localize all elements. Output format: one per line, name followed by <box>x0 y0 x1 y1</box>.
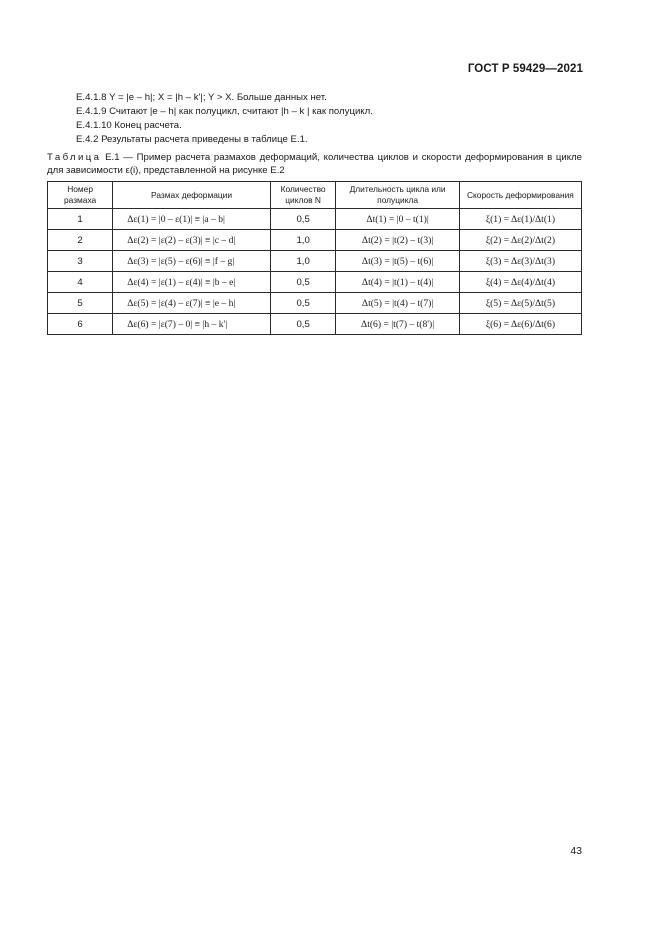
cell-cycle-duration: Δt(4) = |t(1) – t(4)| <box>336 272 460 293</box>
table-caption-label: Таблица <box>47 152 102 163</box>
table-caption-text: Е.1 — Пример расчета размахов деформаций, количества циклов и скорости деформирования в цикле для зависимости ε(i), представленной на рисунке Е.2 <box>47 152 583 176</box>
cell-strain-rate: ξ(5) = Δε(5)/Δt(5) <box>459 293 581 314</box>
cell-cycle-duration: Δt(2) = |t(2) – t(3)| <box>336 230 460 251</box>
header-strain-rate: Скорость деформирования <box>459 182 581 209</box>
cell-strain-rate: ξ(3) = Δε(3)/Δt(3) <box>459 251 581 272</box>
document-id: ГОСТ Р 59429—2021 <box>467 63 583 75</box>
header-cycle-duration: Длительность цикла или полуцикла <box>336 182 460 209</box>
cell-cycle-count: 0,5 <box>270 209 335 230</box>
page-number: 43 <box>570 845 582 857</box>
paragraph-e-4-1-8: Е.4.1.8 Y = |e – h|; X = |h – k'|; Y > X. Больше данных нет. <box>76 92 327 103</box>
cell-number: 6 <box>48 314 113 335</box>
cell-cycle-count: 0,5 <box>270 293 335 314</box>
table-header-row <box>48 182 582 209</box>
cell-number: 5 <box>48 293 113 314</box>
cell-cycle-count: 0,5 <box>270 314 335 335</box>
header-cycle-count: Количество циклов N <box>270 182 335 209</box>
cell-strain-range: Δε(2) = |ε(2) – ε(3)| ≡ |c – d| <box>113 230 271 251</box>
table-row <box>48 230 582 251</box>
cell-cycle-count: 1,0 <box>270 230 335 251</box>
cell-cycle-duration: Δt(3) = |t(5) – t(6)| <box>336 251 460 272</box>
cell-number: 1 <box>48 209 113 230</box>
cell-cycle-duration: Δt(5) = |t(4) – t(7)| <box>336 293 460 314</box>
cell-strain-rate: ξ(2) = Δε(2)/Δt(2) <box>459 230 581 251</box>
cell-number: 2 <box>48 230 113 251</box>
cell-cycle-duration: Δt(1) = |0 – t(1)| <box>336 209 460 230</box>
table-row <box>48 251 582 272</box>
cell-cycle-count: 1,0 <box>270 251 335 272</box>
paragraph-e-4-1-10: Е.4.1.10 Конец расчета. <box>76 120 182 131</box>
cell-strain-range: Δε(3) = |ε(5) – ε(6)| ≡ |f – g| <box>113 251 271 272</box>
cell-strain-range: Δε(6) = |ε(7) – 0| ≡ |h – k'| <box>113 314 271 335</box>
cell-strain-range: Δε(5) = |ε(4) – ε(7)| ≡ |e – h| <box>113 293 271 314</box>
paragraph-e-4-1-9: Е.4.1.9 Считают |e – h| как полуцикл, считают |h – k | как полуцикл. <box>76 106 373 117</box>
table-caption <box>47 151 582 177</box>
cell-strain-rate: ξ(6) = Δε(6)/Δt(6) <box>459 314 581 335</box>
cell-number: 3 <box>48 251 113 272</box>
header-strain-range: Размах деформации <box>113 182 271 209</box>
table-row <box>48 293 582 314</box>
cell-number: 4 <box>48 272 113 293</box>
paragraph-e-4-2: Е.4.2 Результаты расчета приведены в таблице Е.1. <box>76 134 308 145</box>
table-row <box>48 272 582 293</box>
cell-strain-rate: ξ(1) = Δε(1)/Δt(1) <box>459 209 581 230</box>
results-table <box>47 181 582 335</box>
cell-cycle-duration: Δt(6) = |t(7) – t(8')| <box>336 314 460 335</box>
cell-strain-range: Δε(1) = |0 – ε(1)| ≡ |a – b| <box>113 209 271 230</box>
cell-strain-range: Δε(4) = |ε(1) – ε(4)| ≡ |b – e| <box>113 272 271 293</box>
cell-strain-rate: ξ(4) = Δε(4)/Δt(4) <box>459 272 581 293</box>
table-row <box>48 314 582 335</box>
header-range-number: Номер размаха <box>48 182 113 209</box>
table-row <box>48 209 582 230</box>
cell-cycle-count: 0,5 <box>270 272 335 293</box>
